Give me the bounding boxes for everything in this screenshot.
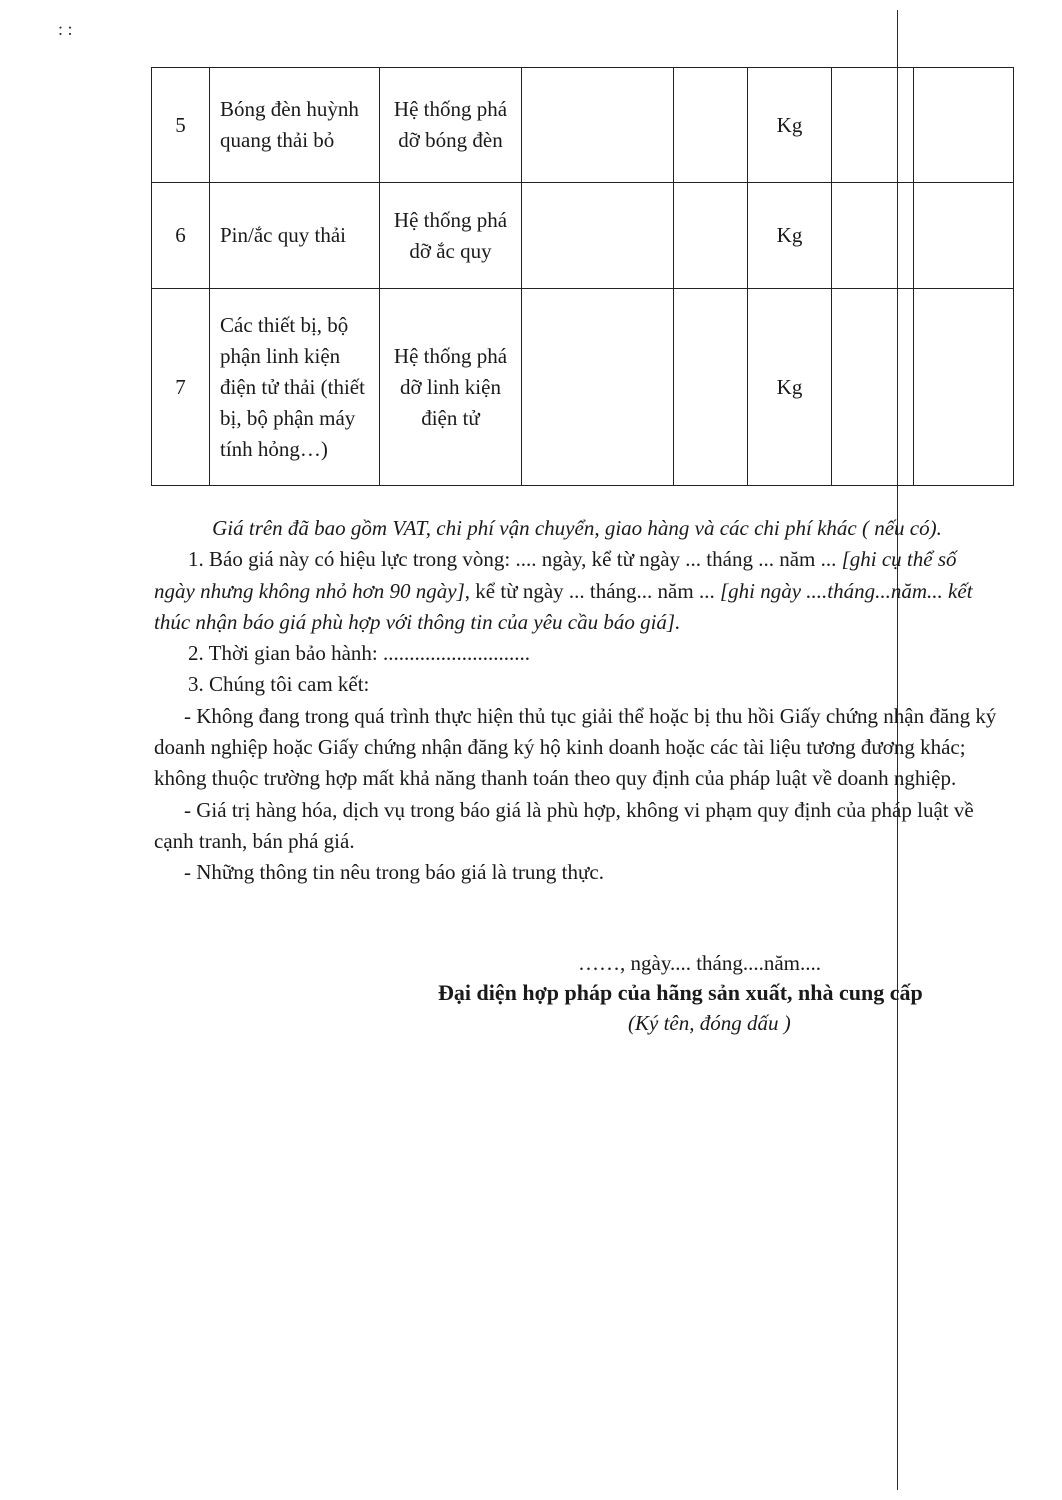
- validity-instruction: [ghi cụ thể số ngày nhưng không nhỏ hơn 90 ngày]: [154, 547, 957, 603]
- empty-cell: [522, 289, 674, 486]
- empty-cell: [832, 289, 914, 486]
- empty-cell: [522, 183, 674, 289]
- validity-text-2: , kể từ ngày ... tháng... năm ...: [464, 578, 720, 603]
- terms-section: [154, 513, 1000, 889]
- row-number: 5: [152, 68, 210, 183]
- empty-cell: [674, 289, 748, 486]
- empty-cell: [914, 289, 1014, 486]
- table-row: [152, 68, 1014, 183]
- table-row: [152, 183, 1014, 289]
- validity-clause: [154, 544, 1000, 638]
- empty-cell: [832, 68, 914, 183]
- warranty-clause: 2. Thời gian bảo hành: ............................: [188, 641, 531, 666]
- scan-speck-mark: : :: [58, 19, 73, 39]
- item-system: Hệ thống phá dỡ bóng đèn: [380, 68, 522, 183]
- item-name: Pin/ắc quy thải: [210, 183, 380, 289]
- signature-block: [420, 948, 1020, 1038]
- price-table: [151, 67, 1014, 486]
- item-system: Hệ thống phá dỡ linh kiện điện tử: [380, 289, 522, 486]
- item-name: Các thiết bị, bộ phận linh kiện điện tử thải (thiết bị, bộ phận máy tính hỏng…): [210, 289, 380, 486]
- signature-date: ……, ngày.... tháng....năm....: [578, 951, 822, 975]
- empty-cell: [832, 183, 914, 289]
- item-unit: Kg: [748, 68, 832, 183]
- validity-instruction-2: [ghi ngày ....tháng...năm... kết thúc nhận báo giá phù hợp với thông tin của yêu cầu báo giá].: [154, 578, 973, 634]
- item-unit: Kg: [748, 183, 832, 289]
- commitment-heading: 3. Chúng tôi cam kết:: [188, 672, 370, 697]
- validity-text: 1. Báo giá này có hiệu lực trong vòng: .... ngày, kể từ ngày ... tháng ... năm ...: [188, 547, 842, 572]
- table-row: [152, 289, 1014, 486]
- row-number: 7: [152, 289, 210, 486]
- commitment-item: - Những thông tin nêu trong báo giá là trung thực.: [184, 860, 604, 885]
- signature-title: Đại diện hợp pháp của hãng sản xuất, nhà cung cấp: [438, 980, 923, 1005]
- empty-cell: [674, 68, 748, 183]
- item-system: Hệ thống phá dỡ ắc quy: [380, 183, 522, 289]
- signature-note: (Ký tên, đóng dấu ): [628, 1011, 791, 1035]
- commitment-item: - Giá trị hàng hóa, dịch vụ trong báo giá là phù hợp, không vi phạm quy định của pháp luật về cạnh tranh, bán phá giá.: [154, 797, 974, 853]
- item-unit: Kg: [748, 289, 832, 486]
- empty-cell: [914, 183, 1014, 289]
- item-name: Bóng đèn huỳnh quang thải bỏ: [210, 68, 380, 183]
- price-note: Giá trên đã bao gồm VAT, chi phí vận chuyển, giao hàng và các chi phí khác ( nếu có).: [212, 516, 942, 540]
- empty-cell: [674, 183, 748, 289]
- empty-cell: [914, 68, 1014, 183]
- commitment-item: - Không đang trong quá trình thực hiện thủ tục giải thể hoặc bị thu hồi Giấy chứng nhận đăng ký doanh nghiệp hoặc Giấy chứng nhận đăng ký hộ kinh doanh hoặc các tài liệu tương đương khác; không thuộc trường hợp mất khả năng thanh toán theo quy định của pháp luật về doanh nghiệp.: [154, 703, 997, 791]
- row-number: 6: [152, 183, 210, 289]
- empty-cell: [522, 68, 674, 183]
